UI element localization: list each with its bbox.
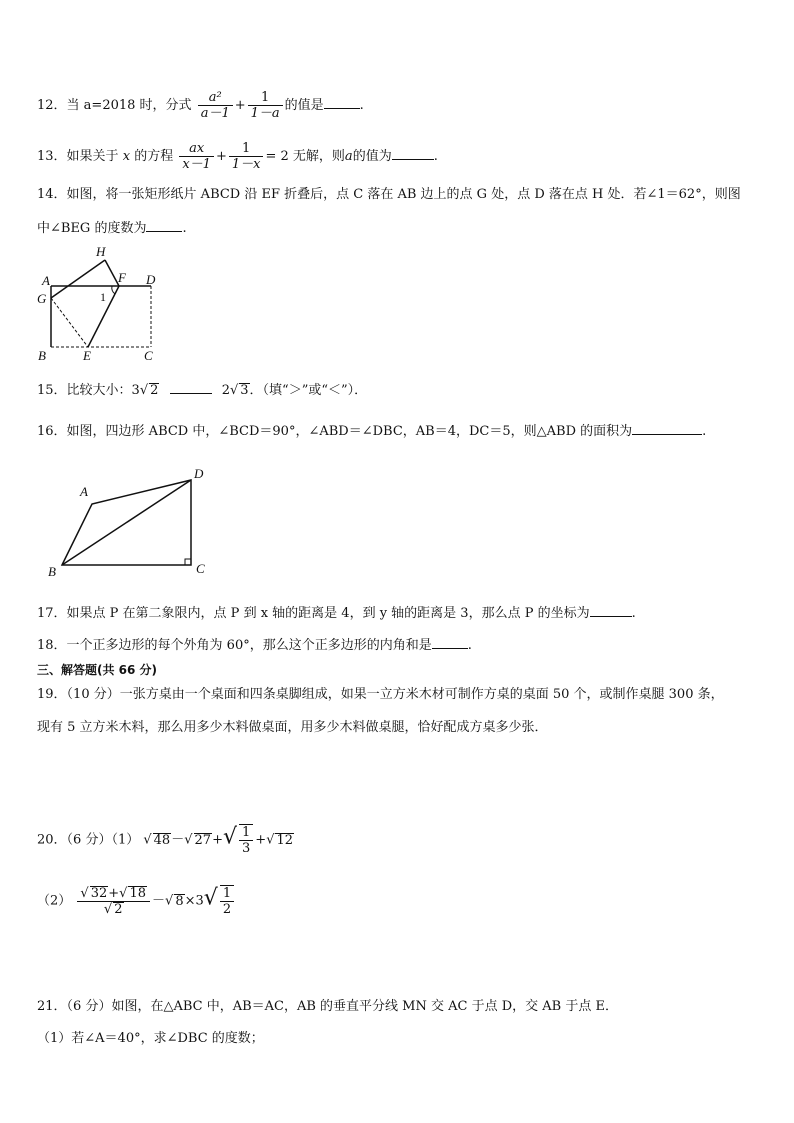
q17-text: 17．如果点 P 在第二象限内，点 P 到 x 轴的距离是 4，到 y 轴的距离是 3，那么点 P 的坐标为 bbox=[37, 606, 590, 621]
q12-f1-num: a² bbox=[198, 90, 233, 106]
q14-label-E: E bbox=[83, 348, 91, 363]
sqrt-icon: √ bbox=[119, 885, 128, 901]
q20-tail-a: － bbox=[152, 893, 166, 909]
q20-fraction-1-3 bbox=[239, 824, 253, 856]
question-13 bbox=[37, 141, 438, 172]
q13-var-a: a bbox=[344, 149, 353, 164]
q20-plus-2: + bbox=[255, 832, 267, 848]
question-20-part-1 bbox=[37, 824, 294, 856]
q12-text-b: 的值是 bbox=[284, 98, 324, 113]
q20-minus: － bbox=[171, 832, 185, 848]
question-19-line-2: 现有 5 立方米木料，那么用多少木料做桌面，用多少木料做桌腿，恰好配成方桌多少张． bbox=[37, 720, 548, 735]
q12-plus: + bbox=[234, 98, 246, 113]
q16-right-angle-mark bbox=[185, 559, 191, 565]
q14-label-H: H bbox=[96, 244, 106, 259]
sqrt-icon: √ bbox=[80, 885, 89, 901]
q20-label-2: （2） bbox=[37, 893, 72, 909]
q15-answer-blank[interactable] bbox=[170, 380, 212, 394]
q16-label-B: B bbox=[48, 564, 56, 579]
q12-f1-den: a－1 bbox=[200, 106, 230, 121]
question-12 bbox=[37, 90, 364, 121]
q20-r8: 8 bbox=[175, 893, 184, 909]
q16-end: . bbox=[702, 424, 707, 439]
q20-tail-b: ×3 bbox=[184, 893, 204, 909]
q12-end: . bbox=[359, 98, 364, 113]
q13-text-c: 无解，则 bbox=[292, 149, 345, 164]
q18-end: . bbox=[467, 638, 472, 653]
q12-text-a: 当 a=2018 时，分式 bbox=[66, 98, 192, 113]
q13-plus: + bbox=[215, 149, 227, 164]
q15-mid: 2 bbox=[221, 383, 230, 398]
q20-r48: 48 bbox=[153, 832, 171, 848]
q15-text-a: 比较大小：3 bbox=[66, 383, 140, 398]
question-15 bbox=[37, 380, 367, 400]
q20-r12: 12 bbox=[276, 832, 294, 848]
q14-label-G: G bbox=[37, 291, 47, 306]
sqrt-icon: √ bbox=[103, 901, 113, 917]
question-18 bbox=[37, 635, 472, 655]
q15-radicand-2: 3 bbox=[240, 383, 249, 398]
section-3-heading: 三、解答题(共 66 分) bbox=[37, 663, 158, 677]
q17-end: . bbox=[631, 606, 636, 621]
q14-label-B: B bbox=[38, 348, 46, 363]
sqrt-icon: √ bbox=[266, 832, 275, 848]
q14-angle-1-arc bbox=[112, 286, 115, 294]
q20-r18: 18 bbox=[129, 885, 147, 901]
q12-number: 12． bbox=[37, 98, 67, 113]
q16-label-A: A bbox=[80, 484, 88, 499]
q12-f2-den: 1－a bbox=[250, 106, 280, 121]
sqrt-icon: √ bbox=[143, 832, 152, 848]
question-14-line-1: 14．如图，将一张矩形纸片 ABCD 沿 EF 折叠后，点 C 落在 AB 边上的点 G 处，点 D 落在点 H 处．若∠1＝62°，则图 bbox=[37, 187, 741, 202]
q14-label-1: 1 bbox=[100, 290, 106, 304]
q20-f2-den: 2 bbox=[222, 902, 232, 917]
q18-answer-blank[interactable] bbox=[432, 635, 468, 649]
question-14-line-2 bbox=[37, 218, 187, 238]
q20-r32: 32 bbox=[90, 885, 108, 901]
q20-big-den bbox=[77, 902, 150, 917]
q20-r2: 2 bbox=[114, 901, 123, 917]
q14-label-F: F bbox=[118, 270, 126, 285]
q15-number: 15． bbox=[37, 383, 67, 398]
q13-text-b: 的方程 bbox=[134, 149, 174, 164]
q14-edge-HF bbox=[105, 260, 119, 286]
q14-answer-blank[interactable] bbox=[146, 218, 182, 232]
q13-eq: = 2 bbox=[265, 149, 289, 164]
q13-text-d: 的值为 bbox=[352, 149, 392, 164]
q16-label-D: D bbox=[194, 466, 204, 481]
q14-label-A: A bbox=[42, 273, 50, 288]
q13-end: . bbox=[433, 149, 438, 164]
q13-text-a: 如果关于 bbox=[66, 149, 119, 164]
q12-fraction-2 bbox=[248, 90, 283, 121]
sqrt-icon: √ bbox=[203, 885, 218, 911]
q13-f2-den: 1－x bbox=[231, 157, 261, 172]
sqrt-icon: √ bbox=[184, 832, 193, 848]
q14-figure bbox=[30, 240, 170, 365]
question-17 bbox=[37, 603, 636, 623]
question-21-line-2: （1）若∠A＝40°，求∠DBC 的度数； bbox=[37, 1031, 264, 1046]
q12-fraction-1 bbox=[198, 90, 233, 121]
question-19-line-1: 19．（10 分）一张方桌由一个桌面和四条桌脚组成，如果一立方米木材可制作方桌的桌面 50 个，或制作桌腿 300 条， bbox=[37, 687, 724, 702]
q20-big-num bbox=[77, 886, 150, 902]
q16-figure bbox=[40, 460, 220, 580]
q14-end: . bbox=[182, 221, 187, 236]
q20-f2-num: 1 bbox=[220, 886, 234, 902]
q14-label-C: C bbox=[144, 348, 153, 363]
q12-answer-blank[interactable] bbox=[324, 95, 360, 109]
q20-fraction-1-2 bbox=[220, 885, 234, 917]
q14-edge-GH bbox=[51, 260, 105, 298]
q13-var-x: x bbox=[122, 149, 131, 164]
q16-answer-blank[interactable] bbox=[632, 421, 702, 435]
q16-label-C: C bbox=[196, 561, 205, 576]
sqrt-icon: √ bbox=[229, 383, 239, 398]
q20-big-fraction bbox=[77, 886, 150, 917]
q13-f1-num: ax bbox=[179, 141, 214, 157]
q13-number: 13． bbox=[37, 149, 67, 164]
q16-text: 16．如图，四边形 ABCD 中，∠BCD＝90°，∠ABD＝∠DBC，AB＝4，DC＝5，则△ABD 的面积为 bbox=[37, 424, 633, 439]
q20-plus-1: + bbox=[212, 832, 223, 848]
question-20-part-2 bbox=[37, 885, 236, 917]
q17-answer-blank[interactable] bbox=[590, 603, 632, 617]
q13-fraction-2 bbox=[229, 141, 264, 172]
q20-plus-3: + bbox=[108, 885, 120, 901]
q13-f2-num: 1 bbox=[229, 141, 264, 157]
q20-f-den: 3 bbox=[242, 841, 251, 856]
q13-fraction-1 bbox=[179, 141, 214, 172]
q14-line-2-text: 中∠BEG 的度数为 bbox=[37, 221, 147, 236]
q20-label-1: 20．（6 分）（1） bbox=[37, 832, 140, 848]
question-21-line-1: 21．（6 分）如图，在△ABC 中，AB＝AC，AB 的垂直平分线 MN 交 AC 于点 D，交 AB 于点 E． bbox=[37, 999, 618, 1014]
sqrt-icon: √ bbox=[139, 383, 149, 398]
q12-f2-num: 1 bbox=[248, 90, 283, 106]
q13-f1-den: x－1 bbox=[182, 157, 211, 172]
q14-label-D: D bbox=[146, 272, 156, 287]
q18-text: 18．一个正多边形的每个外角为 60°，那么这个正多边形的内角和是 bbox=[37, 638, 432, 653]
question-16 bbox=[37, 421, 706, 441]
sqrt-icon: √ bbox=[222, 824, 237, 850]
sqrt-icon: √ bbox=[165, 893, 174, 909]
q20-f-num: 1 bbox=[239, 825, 253, 841]
q15-text-b: ．（填“＞”或“＜”）． bbox=[249, 383, 368, 398]
q15-radicand-1: 2 bbox=[150, 383, 159, 398]
q13-answer-blank[interactable] bbox=[392, 146, 434, 160]
q20-r27: 27 bbox=[194, 832, 212, 848]
